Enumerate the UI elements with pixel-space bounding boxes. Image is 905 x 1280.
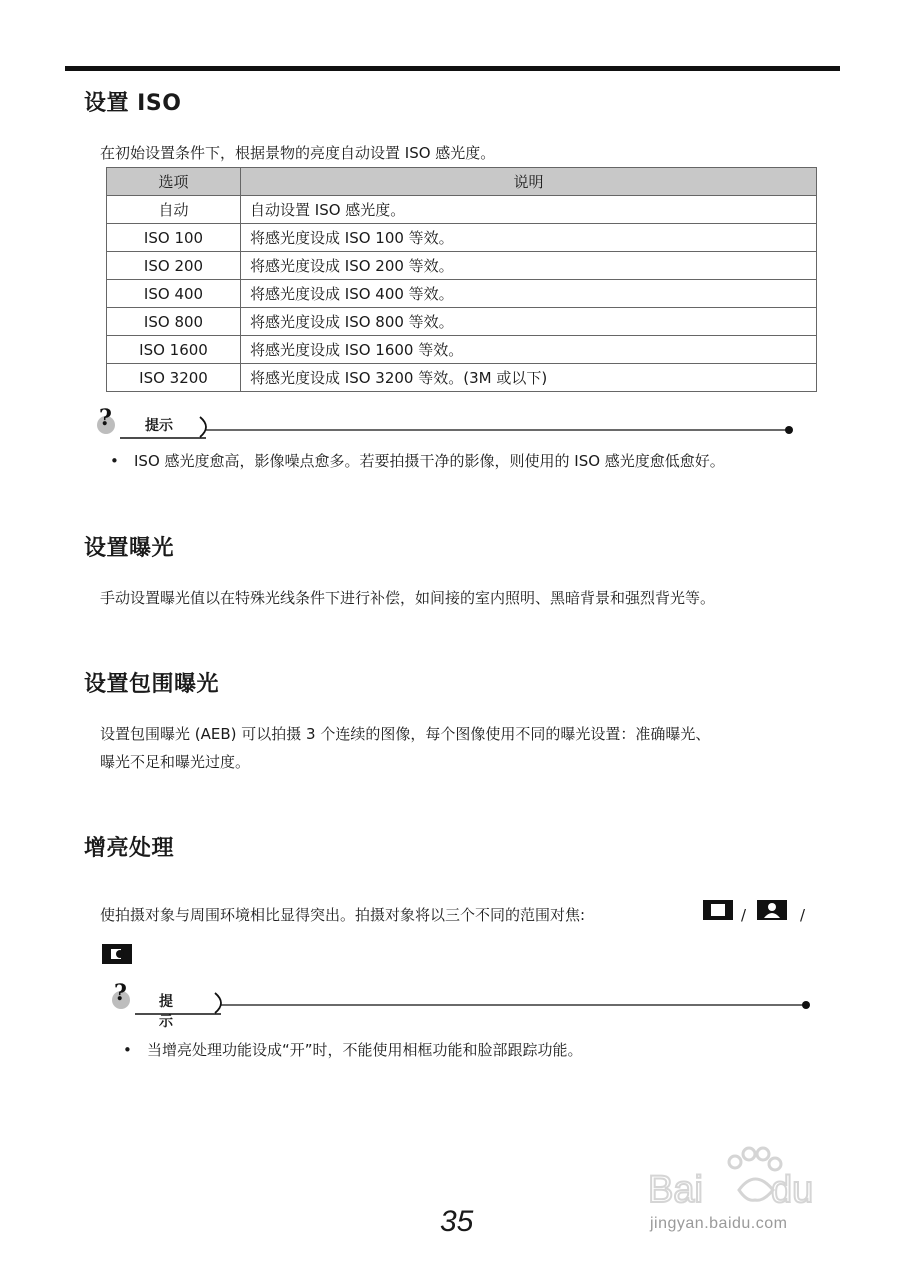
tip-banner <box>92 405 802 437</box>
table-cell-option: 自动 <box>107 196 241 224</box>
iso-tip-text: ISO 感光度愈高，影像噪点愈多。若要拍摄干净的影像，则使用的 ISO 感光度愈低愈好。 <box>134 452 725 470</box>
table-cell-option: ISO 400 <box>107 280 241 308</box>
iso-section-title: 设置 ISO <box>84 91 182 116</box>
table-cell-option: ISO 1600 <box>107 336 241 364</box>
table-cell-description: 将感光度设成 ISO 100 等效。 <box>241 224 817 252</box>
icon-separator: / <box>741 906 747 924</box>
exposure-section-title: 设置曝光 <box>84 536 175 561</box>
page-number: 35 <box>440 1205 474 1238</box>
table-cell-description: 将感光度设成 ISO 1600 等效。 <box>241 336 817 364</box>
bullet-dot: • <box>110 452 119 470</box>
top-rule <box>65 66 840 71</box>
highlight-tip-bullet <box>123 1039 583 1061</box>
table-header-option: 选项 <box>107 168 241 196</box>
iso-tip-bullet <box>110 450 725 472</box>
highlight-body: 使拍摄对象与周围环境相比显得突出。拍摄对象将以三个不同的范围对焦: <box>100 906 586 924</box>
iso-intro: 在初始设置条件下，根据景物的亮度自动设置 ISO 感光度。 <box>100 144 496 162</box>
table-cell-description: 将感光度设成 ISO 800 等效。 <box>241 308 817 336</box>
tip-underline <box>135 991 813 1015</box>
aeb-body-line2: 曝光不足和曝光过度。 <box>100 753 251 771</box>
svg-text:du: du <box>771 1169 814 1211</box>
table-row <box>107 224 817 252</box>
svg-text:?: ? <box>99 405 112 431</box>
icon-separator: / <box>800 906 806 924</box>
table-row <box>107 196 817 224</box>
table-header-row <box>107 168 817 196</box>
highlight-section-title: 增亮处理 <box>84 836 175 861</box>
table-header-description: 说明 <box>241 168 817 196</box>
table-cell-option: ISO 100 <box>107 224 241 252</box>
table-row <box>107 308 817 336</box>
iso-options-table <box>106 167 817 392</box>
tip-label: 提示 <box>145 418 173 434</box>
table-cell-description: 将感光度设成 ISO 400 等效。 <box>241 280 817 308</box>
table-row <box>107 336 817 364</box>
table-cell-option: ISO 800 <box>107 308 241 336</box>
table-cell-option: ISO 3200 <box>107 364 241 392</box>
highlight-tip-text: 当增亮处理功能设成“开”时，不能使用相框功能和脸部跟踪功能。 <box>147 1041 583 1059</box>
aeb-section-title: 设置包围曝光 <box>84 672 220 697</box>
svg-text:Bai: Bai <box>648 1169 703 1211</box>
wide-frame-icon <box>102 944 132 964</box>
svg-text:?: ? <box>114 980 127 1006</box>
tip-underline <box>120 415 796 439</box>
table-row <box>107 252 817 280</box>
bullet-dot: • <box>123 1041 132 1059</box>
table-cell-option: ISO 200 <box>107 252 241 280</box>
tip-label: 提示 <box>159 994 173 1030</box>
frame-square-icon <box>703 900 733 920</box>
portrait-icon <box>757 900 787 920</box>
table-row <box>107 280 817 308</box>
table-cell-description: 将感光度设成 ISO 200 等效。 <box>241 252 817 280</box>
table-cell-description: 将感光度设成 ISO 3200 等效。(3M 或以下) <box>241 364 817 392</box>
table-cell-description: 自动设置 ISO 感光度。 <box>241 196 817 224</box>
exposure-body: 手动设置曝光值以在特殊光线条件下进行补偿，如间接的室内照明、黑暗背景和强烈背光等。 <box>100 589 716 607</box>
aeb-body-line1: 设置包围曝光 (AEB) 可以拍摄 3 个连续的图像，每个图像使用不同的曝光设置：准确曝光、 <box>100 725 711 743</box>
watermark-url: jingyan.baidu.com <box>650 1215 788 1232</box>
table-row <box>107 364 817 392</box>
